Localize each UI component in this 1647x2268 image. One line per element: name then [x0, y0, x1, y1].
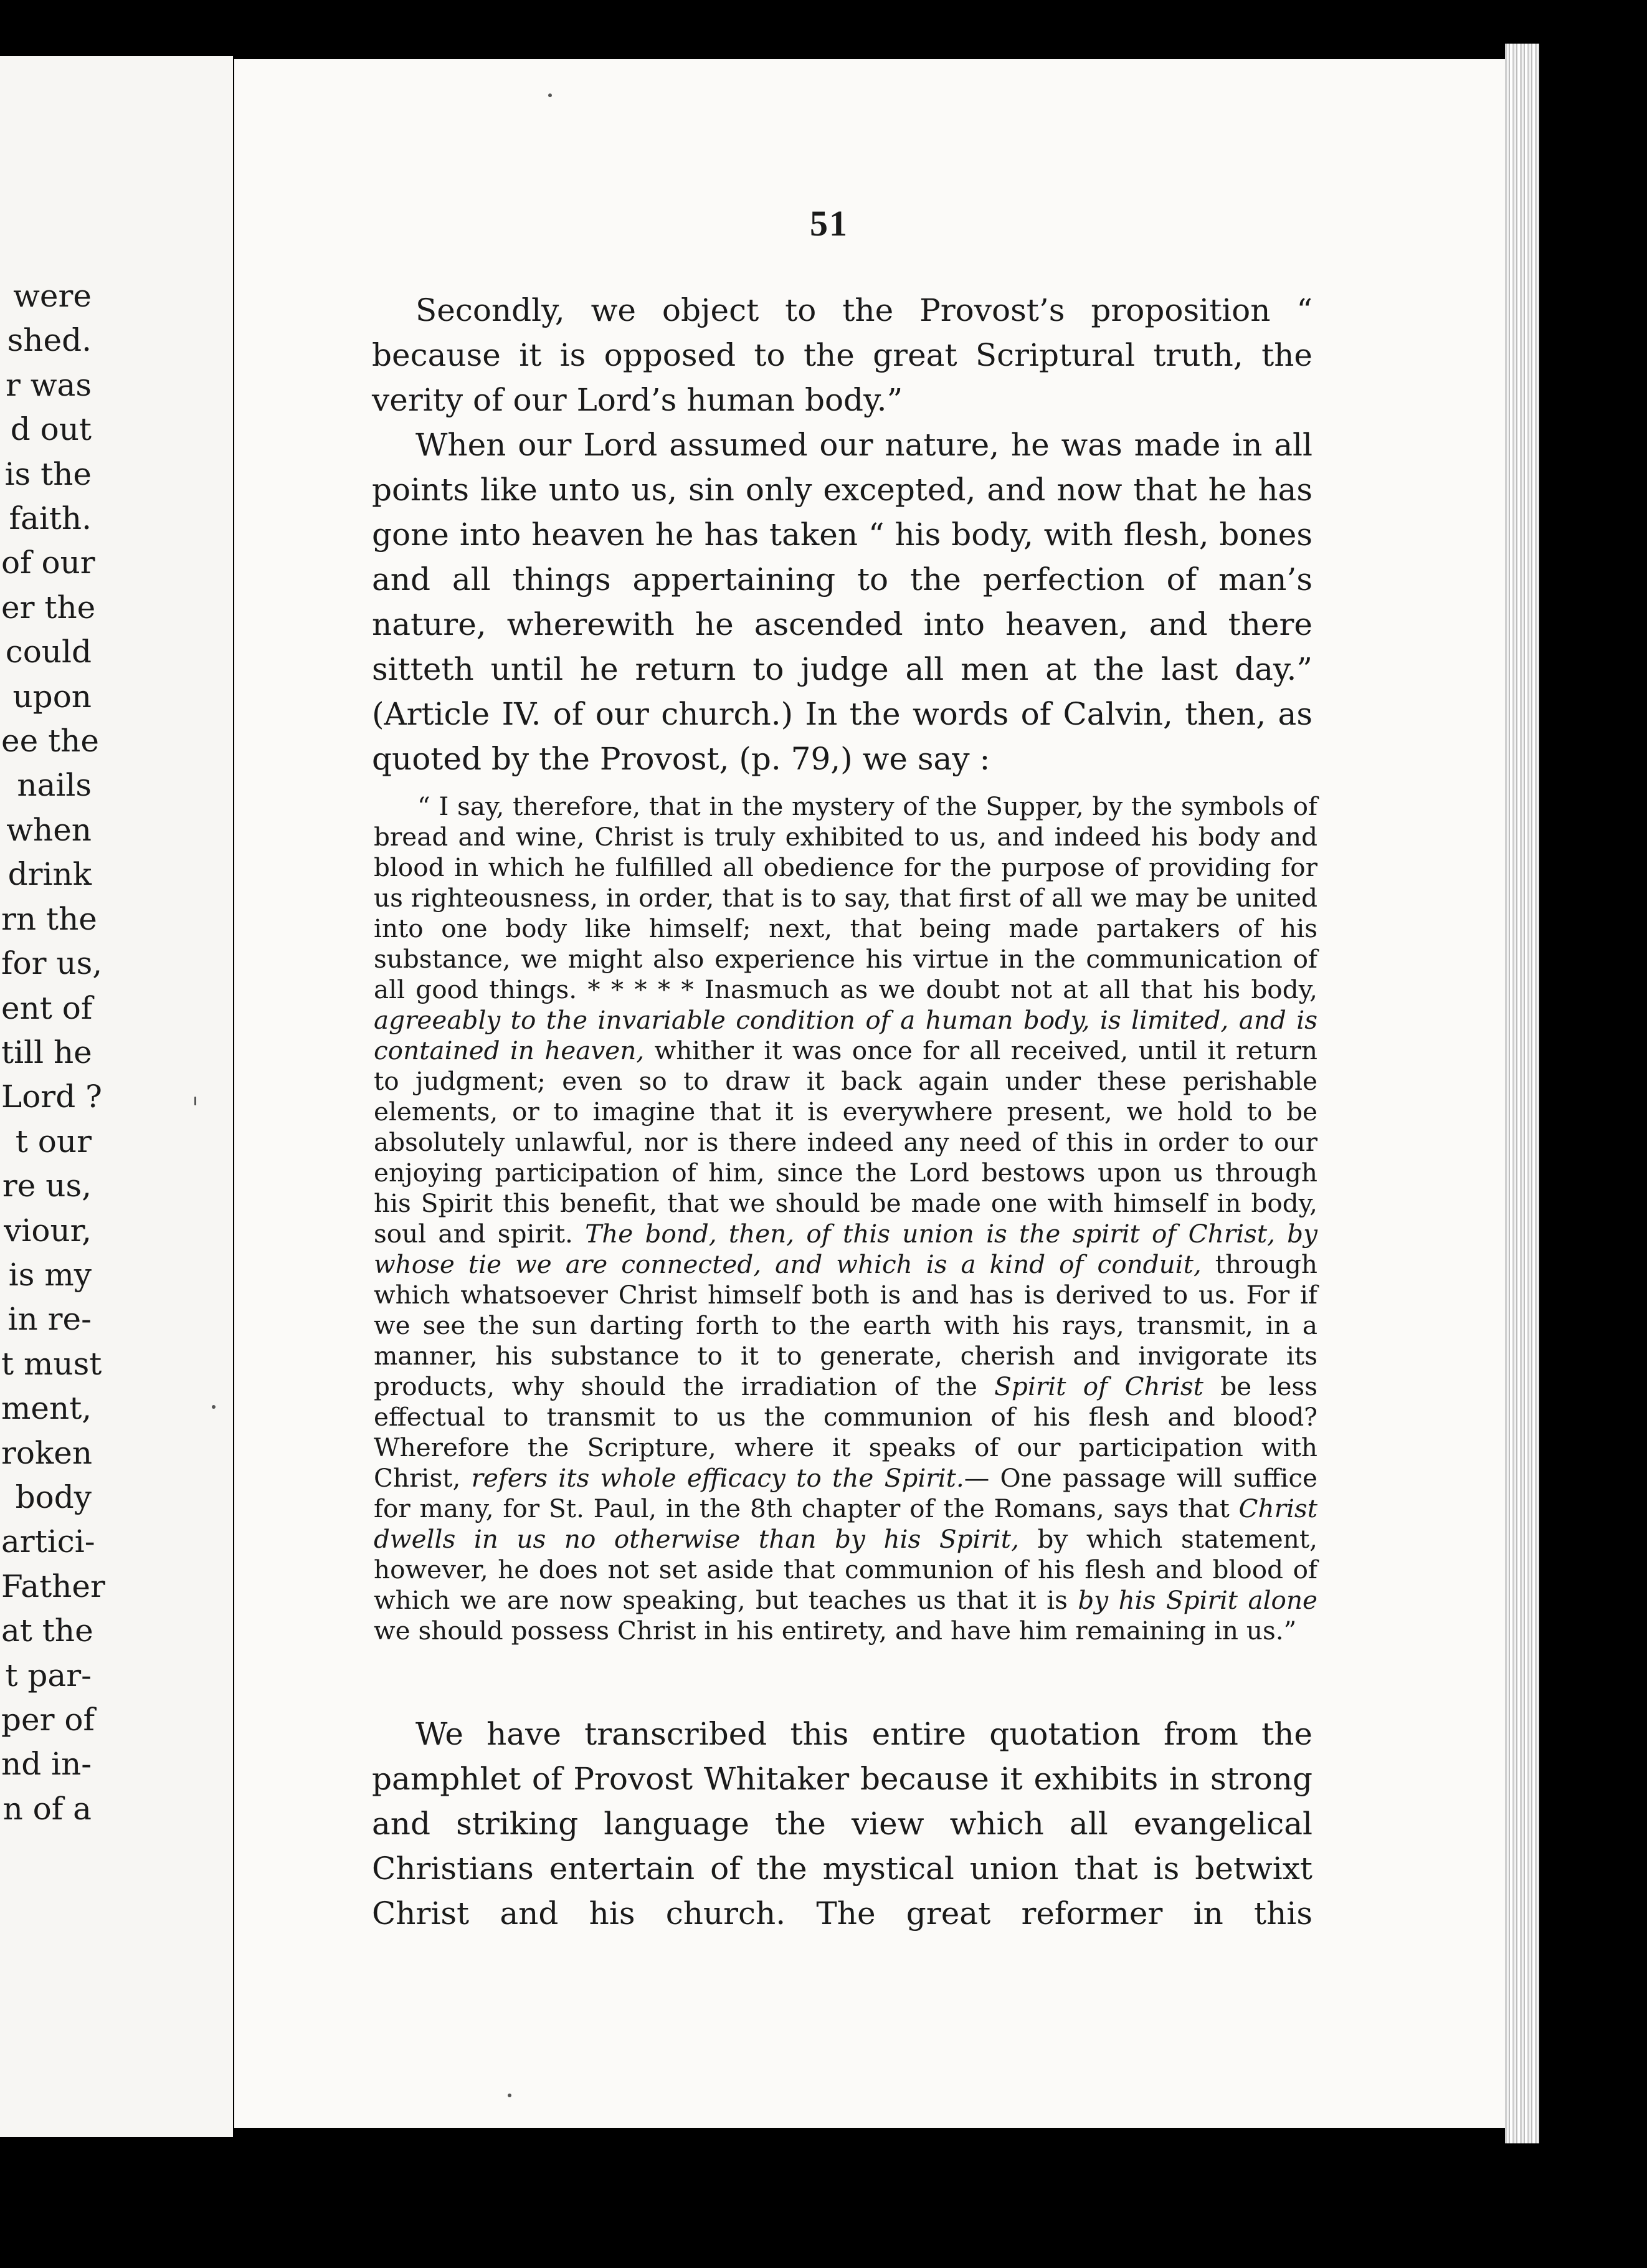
facing-page-line: ment, [1, 1390, 92, 1427]
facing-page-line: d out [10, 411, 92, 448]
facing-page-line: at the [1, 1613, 93, 1649]
facing-page-line: is the [4, 455, 92, 492]
facing-page-line: Lord ? [1, 1079, 102, 1115]
facing-page-line: er the [1, 589, 96, 626]
quote-italic-segment: The bond, then, of this union is the spirit of Christ, by whose tie we are connected, and which is a kind of conduit, [374, 1219, 1317, 1279]
facing-page-line: body [15, 1479, 92, 1515]
quote-italic-segment: Christ dwells in us no otherwise than by his Spirit, [374, 1494, 1317, 1554]
facing-page-line: viour, [4, 1212, 92, 1249]
facing-page-line: n of a [2, 1790, 92, 1827]
facing-page-line: t our [15, 1123, 92, 1160]
calvin-quotation [374, 791, 1317, 1646]
quote-segment: — One passage will suffice for many, for St. Paul, in the 8th chapter of the Romans, says that [374, 1463, 1317, 1523]
facing-page-line: Father [1, 1568, 105, 1604]
facing-page-line: t par- [5, 1657, 92, 1694]
facing-page-line: shed. [7, 322, 92, 359]
facing-page-line: rn the [1, 900, 97, 937]
facing-page-line: ee the [1, 723, 99, 760]
facing-page-line: of our [1, 545, 95, 581]
speck [212, 1405, 216, 1409]
speck [548, 93, 552, 97]
facing-page-line: artici- [1, 1523, 95, 1560]
facing-page-line: ent of [1, 989, 93, 1026]
paragraph-secondly [372, 288, 1312, 422]
facing-page-line: per of [1, 1702, 95, 1738]
quote-italic-segment: by his Spirit alone [1078, 1585, 1317, 1615]
facing-page-line: re us, [2, 1168, 92, 1204]
facing-page-line: were [13, 278, 92, 314]
facing-page-line: faith. [9, 500, 92, 537]
facing-page-line: could [5, 634, 92, 670]
paragraph-we-have-transcribed [372, 1712, 1312, 1936]
paragraph-text: We have transcribed this entire quotation from the pamphlet of Provost Whitaker because it exhibits in strong and striking language the view which all evangelical Christians entertain of the mystical union that is betwixt Christ and his church. The great reformer in this [372, 1716, 1312, 1932]
quote-segment: be less effectual to transmit to us the communion of his flesh and blood? Wherefore the Scripture, where it speaks of our participation with Christ, [374, 1371, 1317, 1493]
facing-page-line: t must [1, 1345, 102, 1382]
facing-page-text [1, 274, 105, 1831]
speck [194, 1097, 196, 1105]
paragraph-text: When our Lord assumed our nature, he was made in all points like unto us, sin only excepted, and now that he has gone into heaven he has taken “ his body, with flesh, bones and all things appertaining to the perfection of man’s nature, wherewith he ascended into heaven, and there sitteth until he return to judge all men at the last day.” (Article IV. of our church.) In the words of Calvin, then, as quoted by the Provost, (p. 79,) we say : [372, 427, 1312, 777]
quote-segment: whither it was once for all received, until it return to judgment; even so to draw it back again under these perishable elements, or to imagine that it is everywhere present, we hold to be absolutely unlawful, nor is there indeed any need of this in order to our enjoying participation of him, since the Lord bestows upon us through his Spirit this benefit, that we should be made one with himself in body, soul and spirit. [374, 1036, 1317, 1249]
page-number: 51 [810, 203, 848, 244]
facing-page-line: is my [8, 1256, 92, 1293]
facing-page-line: roken [1, 1434, 93, 1471]
quote-italic-segment: refers its whole efficacy to the Spirit. [471, 1463, 964, 1493]
quote-italic-segment: Spirit of Christ [994, 1371, 1203, 1401]
facing-page-line: drink [7, 856, 92, 893]
quotation-text [374, 791, 1317, 1646]
quote-segment: we should possess Christ in his entirety, and have him remaining in us.” [374, 1616, 1297, 1646]
facing-page-line: nd in- [1, 1746, 92, 1783]
facing-page-line: when [6, 811, 92, 848]
quote-segment: “ I say, therefore, that in the mystery of the Supper, by the symbols of bread and wine, Christ is truly exhibited to us, and indeed his body and blood in which he fulfilled all obedience for the purpose of providing for us righteousness, in order, that is to say, that first of all we may be united into one body like himself; next, that being made partakers of his substance, we might also experience his virtue in the communication of all good things. * * * * * Inasmuch as we doubt not at all that his body, [374, 791, 1317, 1004]
facing-page-line: upon [12, 678, 92, 715]
facing-page-line: for us, [1, 945, 103, 982]
quote-italic-segment: agreeably to the invariable condition of a human body, is limited, and is contained in heaven, [374, 1005, 1317, 1065]
paragraph-when-our-lord [372, 422, 1312, 781]
facing-page-line: in re- [7, 1301, 92, 1338]
facing-page-line: r was [5, 366, 92, 403]
facing-page-line: nails [17, 767, 92, 804]
quote-segment: by which statement, however, he does not set aside that communion of his flesh and blood of which we are now speaking, but teaches us that it is [374, 1524, 1317, 1615]
facing-page-line: till he [1, 1034, 92, 1070]
quote-segment: through which whatsoever Christ himself both is and has is derived to us. For if we see the sun darting forth to the earth with his rays, transmit, in a manner, his substance to it to generate, cherish and invigorate its products, why should the irradiation of the [374, 1249, 1317, 1401]
facing-page-fragment [0, 56, 233, 2137]
speck [508, 2094, 511, 2097]
page-edge [1505, 44, 1539, 2143]
paragraph-text: Secondly, we object to the Provost’s proposition “ because it is opposed to the great Scriptural truth, the verity of our Lord’s human body.” [372, 292, 1312, 418]
